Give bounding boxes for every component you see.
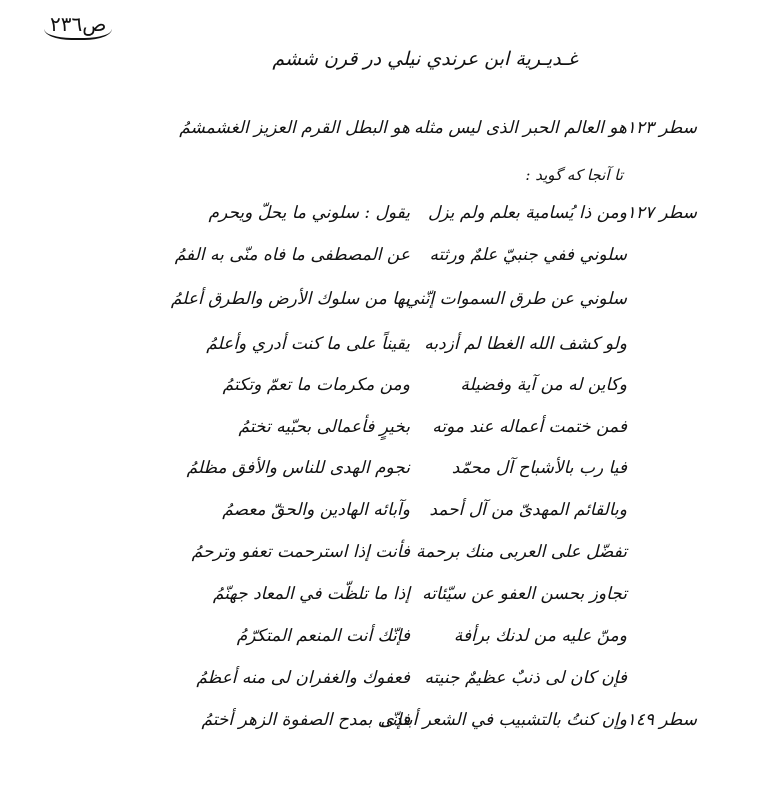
hemistich-first: وإن كنتُ بالتشبيب في الشعر أبتدى xyxy=(380,710,627,730)
line-reference: سطر ١٤٩ xyxy=(626,710,697,730)
poem-line xyxy=(0,500,761,540)
poem-line xyxy=(0,289,761,329)
page-title: غـديـرية ابن عرندي نيلي در قرن ششم xyxy=(272,48,578,70)
hemistich-first: هو العالم الحبر الذى ليس مثله xyxy=(413,118,627,138)
page-number: ص٢٣٦ xyxy=(44,12,112,40)
poem-line xyxy=(0,417,761,457)
hemistich-first: ومن ذا يُسامية بعلم ولم يزل xyxy=(427,203,627,223)
poem-line xyxy=(0,334,761,374)
hemistich-first: سلوني عن طرق السموات إنّني xyxy=(405,289,627,309)
hemistich-second: ومن مكرمات ما تعمّ وتكتمُ xyxy=(222,375,410,395)
poem-line xyxy=(0,166,761,206)
hemistich-second: فإنّك أنت المنعم المتكرّمُ xyxy=(236,626,410,646)
hemistich-first: سلوني ففي جنبيّ علمٌ ورثته xyxy=(429,245,627,265)
hemistich-second: عن المصطفى ما فاه منّى به الفمُ xyxy=(174,245,410,265)
hemistich-first: فمن ختمت أعماله عند موته xyxy=(432,417,627,437)
hemistich-first: فيا رب بالأشباح آل محمّد xyxy=(451,458,627,478)
hemistich-second: فأنت إذا استرحمت تعفو وترحمُ xyxy=(191,542,410,562)
hemistich-second: بخيرٍ فأعمالى بحبّيه تختمُ xyxy=(238,417,410,437)
hemistich-second: إذا ما تلظّت في المعاد جهنّمُ xyxy=(212,584,410,604)
hemistich-first: فإن كان لى ذنبٌ عظيمٌ جنيته xyxy=(424,668,627,688)
hemistich-second: يقول : سلوني ما يحلّ ويحرم xyxy=(208,203,410,223)
poem-line xyxy=(0,542,761,582)
poem-line xyxy=(0,458,761,498)
poem-line xyxy=(0,626,761,666)
poem-line xyxy=(0,668,761,708)
hemistich-second: وآبائه الهادين والحقّ معصمُ xyxy=(222,500,410,520)
poem-line xyxy=(0,375,761,415)
hemistich-first: تجاوز بحسن العفو عن سيّئاته xyxy=(422,584,627,604)
hemistich-first: تفضّل على العربى منك برحمة xyxy=(415,542,627,562)
poem-line xyxy=(0,118,761,158)
hemistich-second: فإنّى بمدح الصفوة الزهر أختمُ xyxy=(201,710,410,730)
line-reference: سطر ١٢٧ xyxy=(626,203,697,223)
hemistich-first: وبالقائم المهدىّ من آل أحمد xyxy=(429,500,627,520)
poem-line xyxy=(0,203,761,243)
hemistich-second: هو البطل القرم العزيز الغشمشمُ xyxy=(179,118,410,138)
poem-note: تا آنجا که گويد : xyxy=(525,166,623,184)
hemistich-second: فعفوك والغفران لى منه أعظمُ xyxy=(196,668,410,688)
hemistich-second: يقيناً على ما كنت أدري وأعلمُ xyxy=(206,334,410,354)
hemistich-first: ومنّ عليه من لدنك برأفة xyxy=(453,626,627,646)
hemistich-first: ولو كشف الله الغطا لم أزدبه xyxy=(424,334,627,354)
poem-line xyxy=(0,710,761,750)
poem-line xyxy=(0,245,761,285)
poem-line xyxy=(0,584,761,624)
line-reference: سطر ١٢٣ xyxy=(626,118,697,138)
hemistich-first: وكاين له من آية وفضيلة xyxy=(460,375,627,395)
hemistich-second: بها من سلوك الأرض والطرق أعلمُ xyxy=(170,289,410,309)
hemistich-second: نجوم الهدى للناس والأفق مظلمُ xyxy=(186,458,410,478)
